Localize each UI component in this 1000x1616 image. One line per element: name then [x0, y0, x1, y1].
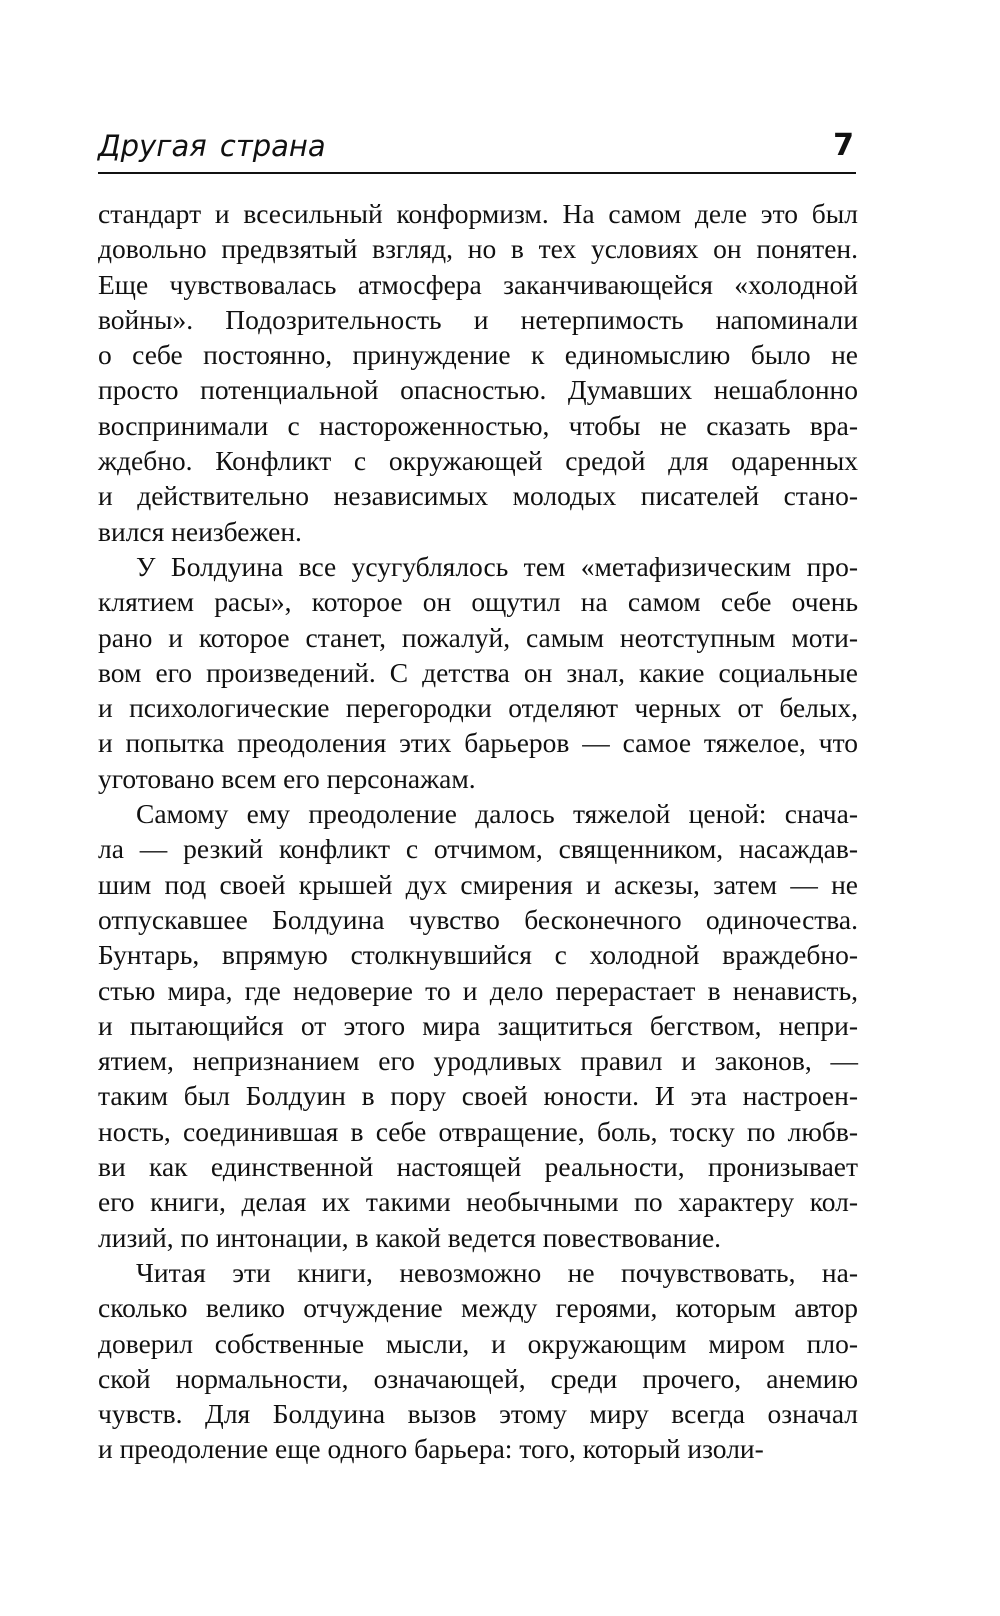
text-line: о себе постоянно, принуждение к единомыслию было не — [98, 339, 858, 371]
running-head — [98, 126, 856, 174]
text-line: вом его произведений. С детства он знал, какие социальные — [98, 656, 858, 688]
text-line: рано и которое станет, пожалуй, самым неотступным моти- — [98, 621, 858, 653]
text-line: сколько велико отчуждение между героями, которым автор — [98, 1292, 858, 1324]
text-line: Читая эти книги, невозможно не почувствовать, на- — [136, 1256, 858, 1288]
text-line: и действительно независимых молодых писателей стано- — [98, 480, 858, 512]
paragraph — [98, 196, 858, 549]
page-number: 7 — [833, 128, 854, 163]
text-line: ла — резкий конфликт с отчимом, священником, насаждав- — [98, 833, 858, 865]
paragraph — [98, 549, 858, 796]
text-line: уготовано всем его персонажам. — [98, 762, 476, 794]
text-line: клятием расы», которое он ощутил на самом себе очень — [98, 586, 858, 618]
text-line: и преодоление еще одного барьера: того, который изоли- — [98, 1433, 764, 1465]
text-line: шим под своей крышей дух смирения и аскезы, затем — не — [98, 868, 858, 900]
text-line: ской нормальности, означающей, среди прочего, анемию — [98, 1362, 858, 1394]
text-line: воспринимали с настороженностью, чтобы не сказать вра- — [98, 409, 858, 441]
text-line: и психологические перегородки отделяют черных от белых, — [98, 692, 858, 724]
paragraph — [98, 1255, 858, 1467]
text-line: его книги, делая их такими необычными по характеру кол- — [98, 1186, 858, 1218]
text-line: и попытка преодоления этих барьеров — самое тяжелое, что — [98, 727, 858, 759]
text-line: таким был Болдуин в пору своей юности. И эта настроен- — [98, 1080, 858, 1112]
text-line: У Болдуина все усугублялось тем «метафизическим про- — [136, 550, 858, 582]
text-line: довольно предвзятый взгляд, но в тех условиях он понятен. — [98, 233, 858, 265]
text-line: ви как единственной настоящей реальности, пронизывает — [98, 1151, 858, 1183]
text-line: стандарт и всесильный конформизм. На самом деле это был — [98, 198, 858, 229]
text-line: лизий, по интонации, в какой ведется повествование. — [98, 1221, 722, 1253]
text-line: войны». Подозрительность и нетерпимость напоминали — [98, 303, 858, 335]
running-title: Другая страна — [98, 129, 326, 163]
paragraph — [98, 796, 858, 1255]
text-line: просто потенциальной опасностью. Думавших нешаблонно — [98, 374, 858, 406]
body-text — [98, 196, 858, 1467]
text-line: доверил собственные мысли, и окружающим миром пло- — [98, 1327, 858, 1359]
text-line: отпускавшее Болдуина чувство бесконечного одиночества. — [98, 903, 858, 935]
text-line: вился неизбежен. — [98, 515, 302, 547]
text-line: и пытающийся от этого мира защититься бегством, непри- — [98, 1009, 858, 1041]
text-line: Самому ему преодоление далось тяжелой ценой: снача- — [136, 798, 858, 830]
text-line: Бунтарь, впрямую столкнувшийся с холодной враждебно- — [98, 939, 858, 971]
text-line: ждебно. Конфликт с окружающей средой для одаренных — [98, 445, 858, 477]
text-line: Еще чувствовалась атмосфера заканчивающейся «холодной — [98, 268, 858, 300]
text-line: ность, соединившая в себе отвращение, боль, тоску по любв- — [98, 1115, 858, 1147]
text-line: ятием, непризнанием его уродливых правил и законов, — — [98, 1045, 858, 1077]
text-line: стью мира, где недоверие то и дело перерастает в ненависть, — [98, 974, 858, 1006]
text-line: чувств. Для Болдуина вызов этому миру всегда означал — [98, 1398, 858, 1430]
